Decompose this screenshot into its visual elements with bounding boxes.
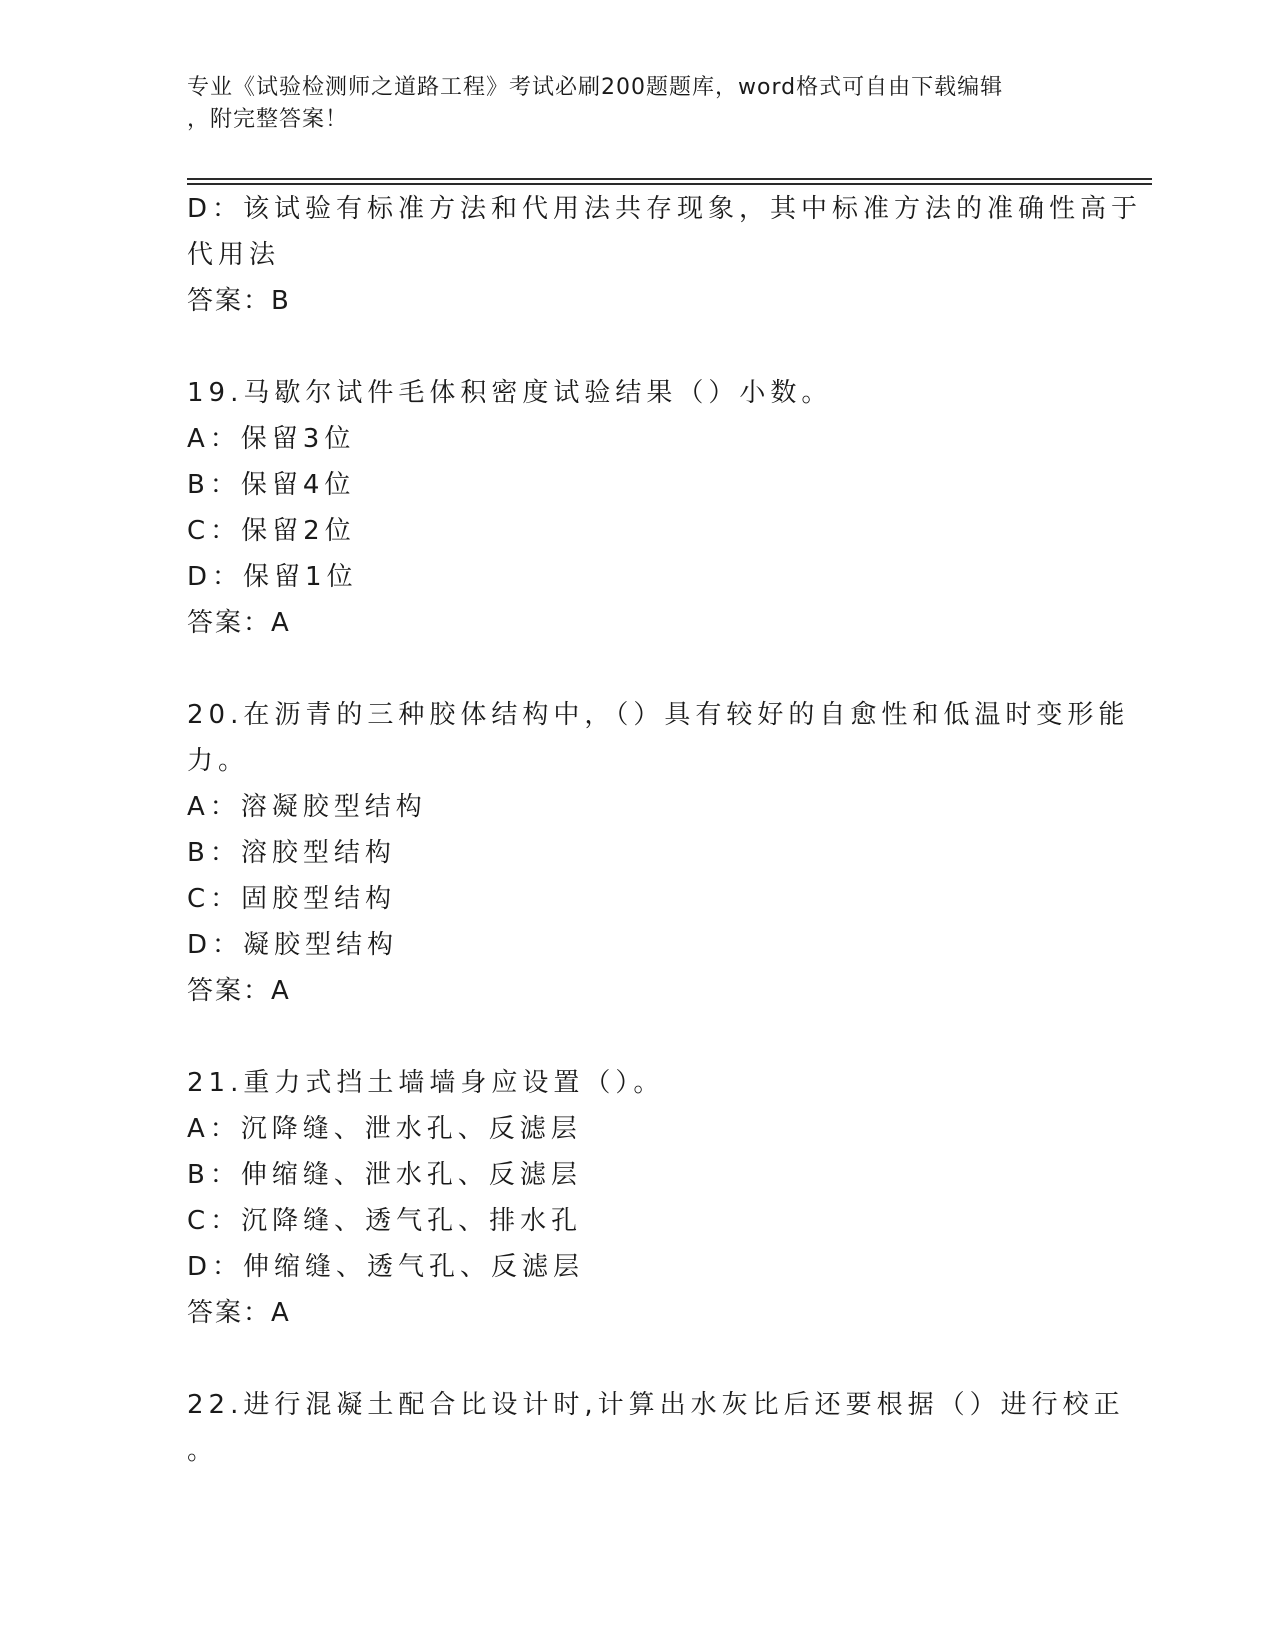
header-divider-top xyxy=(187,178,1152,180)
header-divider-bottom xyxy=(187,183,1152,185)
question-stem-continued: 力。 xyxy=(187,746,250,776)
header-line-2: ，附完整答案！ xyxy=(187,107,349,132)
question-stem: 20.在沥青的三种胶体结构中，（）具有较好的自愈性和低温时变形能 xyxy=(187,700,1130,730)
option-c: C：保留2位 xyxy=(187,516,356,546)
document-header xyxy=(187,72,1067,136)
header-line-1: 专业《试验检测师之道路工程》考试必刷200题题库，word格式可自由下载编辑 xyxy=(187,75,1004,100)
option-a: A：沉降缝、泄水孔、反滤层 xyxy=(187,1114,582,1144)
answer-line: 答案：B xyxy=(187,286,291,316)
option-d: D：保留1位 xyxy=(187,562,358,592)
option-c: C：沉降缝、透气孔、排水孔 xyxy=(187,1206,583,1236)
spacer xyxy=(187,1336,1087,1382)
option-d-continued: 代用法 xyxy=(187,240,281,270)
option-d: D：伸缩缝、透气孔、反滤层 xyxy=(187,1252,585,1282)
question-stem: 22.进行混凝土配合比设计时,计算出水灰比后还要根据（）进行校正 xyxy=(187,1390,1125,1420)
option-c: C：固胶型结构 xyxy=(187,884,397,914)
option-b: B：溶胶型结构 xyxy=(187,838,396,868)
question-stem-continued: 。 xyxy=(187,1436,219,1466)
option-d: D：该试验有标准方法和代用法共存现象，其中标准方法的准确性高于 xyxy=(187,194,1143,224)
option-a: A：溶凝胶型结构 xyxy=(187,792,427,822)
question-content xyxy=(187,186,1143,1474)
question-stem: 19.马歇尔试件毛体积密度试验结果（）小数。 xyxy=(187,378,833,408)
answer-line: 答案：A xyxy=(187,1298,291,1328)
option-a: A：保留3位 xyxy=(187,424,356,454)
spacer xyxy=(187,1014,1087,1060)
option-b: B：保留4位 xyxy=(187,470,356,500)
spacer xyxy=(187,646,1087,692)
answer-line: 答案：A xyxy=(187,608,291,638)
spacer xyxy=(187,324,1087,370)
answer-line: 答案：A xyxy=(187,976,291,1006)
option-b: B：伸缩缝、泄水孔、反滤层 xyxy=(187,1160,582,1190)
question-stem: 21.重力式挡土墙墙身应设置（）。 xyxy=(187,1068,665,1098)
option-d: D：凝胶型结构 xyxy=(187,930,399,960)
